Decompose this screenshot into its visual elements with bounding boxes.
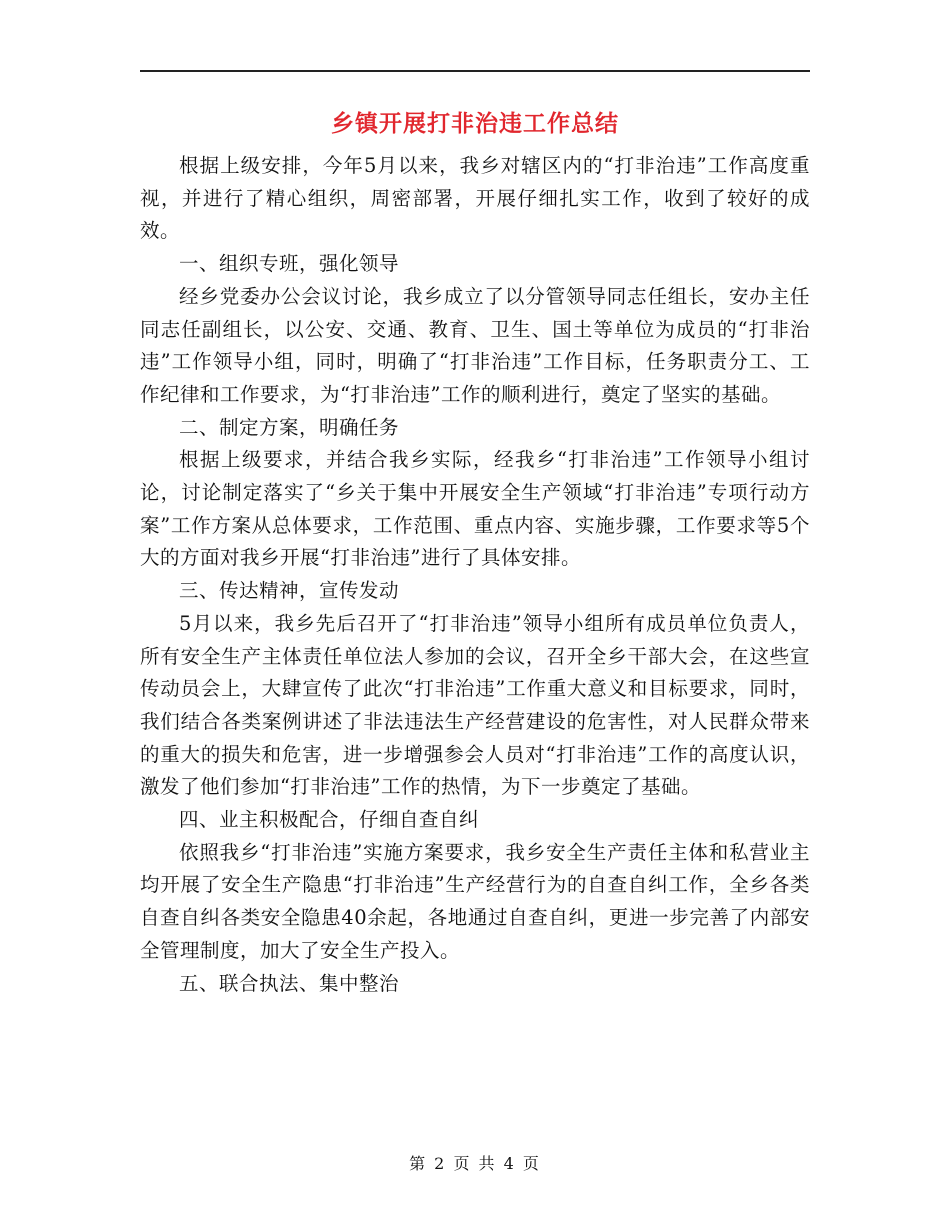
paragraph-section-2: 根据上级要求，并结合我乡实际，经我乡“打非治违”工作领导小组讨论，讨论制定落实了“乡关于集中开展安全生产领域“打非治违”专项行动方案”工作方案从总体要求，工作范围、重点内容、实施步骤，工作要求等5个大的方面对我乡开展“打非治违”进行了具体安排。: [140, 448, 810, 570]
section-heading-5: 五、联合执法、集中整治: [179, 971, 400, 995]
section-heading-4: 四、业主积极配合，仔细自查自纠: [179, 808, 480, 832]
header-rule: [140, 70, 810, 72]
paragraph-section-3: 5月以来，我乡先后召开了“打非治违”领导小组所有成员单位负责人，所有安全生产主体责任单位法人参加的会议，召开全乡干部大会，在这些宣传动员会上，大肆宣传了此次“打非治违”工作重大意义和目标要求，同时，我们结合各类案例讲述了非法违法生产经营建设的危害性，对人民群众带来的重大的损失和危害，进一步增强参会人员对“打非治违”工作的高度认识，激发了他们参加“打非治违”工作的热情，为下一步奠定了基础。: [140, 611, 810, 799]
section-heading-2: 二、制定方案，明确任务: [179, 415, 400, 439]
page-number-footer: 第 2 页 共 4 页: [409, 1154, 541, 1173]
paragraph-section-4: 依照我乡“打非治违”实施方案要求，我乡安全生产责任主体和私营业主均开展了安全生产隐患“打非治违”生产经营行为的自查自纠工作，全乡各类自查自纠各类安全隐患40余起，各地通过自查自纠，更进一步完善了内部安全管理制度，加大了安全生产投入。: [140, 840, 810, 962]
document-body: [140, 150, 810, 1000]
paragraph-section-1: 经乡党委办公会议讨论，我乡成立了以分管领导同志任组长，安办主任同志任副组长，以公安、交通、教育、卫生、国土等单位为成员的“打非治违”工作领导小组，同时，明确了“打非治违”工作目标，任务职责分工、工作纪律和工作要求，为“打非治违”工作的顺利进行，奠定了坚实的基础。: [140, 284, 810, 406]
document-title: 乡镇开展打非治违工作总结: [331, 111, 619, 137]
section-heading-1: 一、组织专班，强化领导: [179, 252, 400, 276]
section-heading-3: 三、传达精神，宣传发动: [179, 579, 400, 603]
paragraph-intro: 根据上级安排，今年5月以来，我乡对辖区内的“打非治违”工作高度重视，并进行了精心组织，周密部署，开展仔细扎实工作，收到了较好的成效。: [140, 154, 810, 243]
